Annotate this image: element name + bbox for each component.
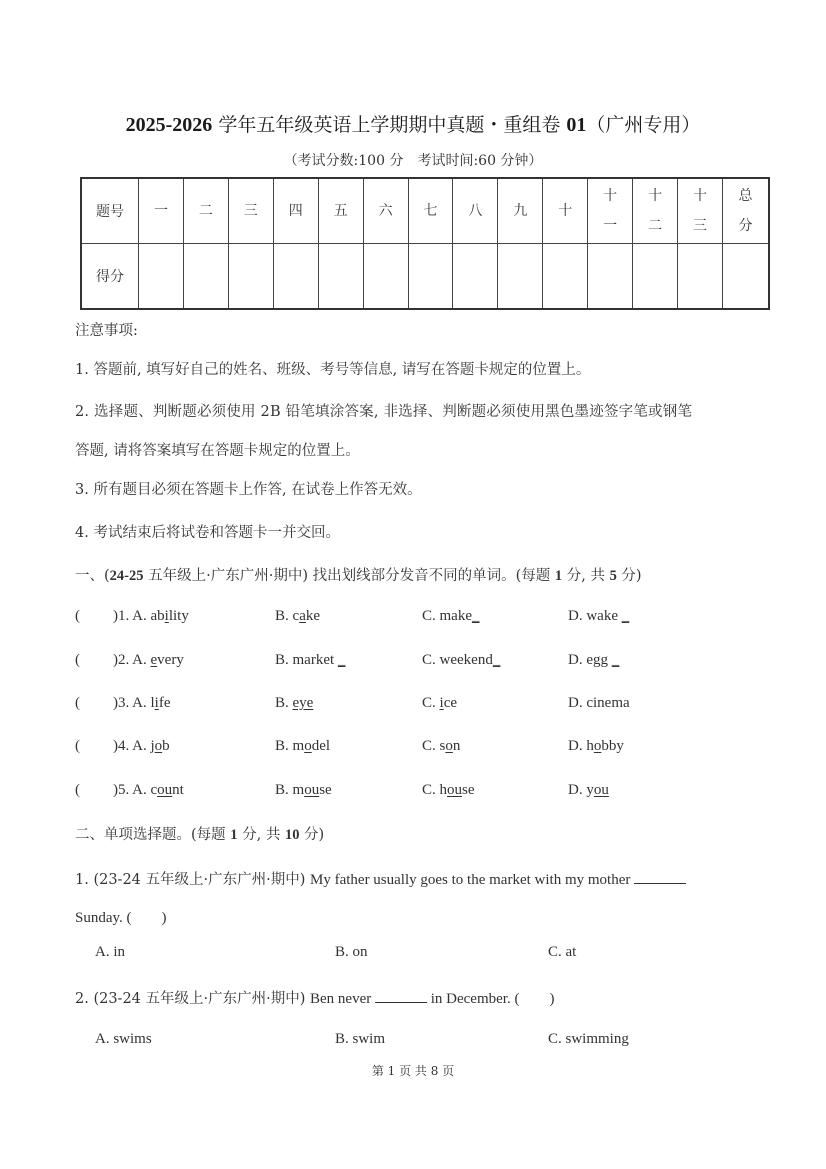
underlined-letters: o [154, 738, 163, 754]
score-entry-cell[interactable] [633, 244, 678, 310]
score-entry-cell[interactable] [722, 244, 769, 310]
question-number-cell [588, 178, 633, 244]
score-entry-cell[interactable] [139, 244, 184, 310]
note-item: 2. 选择题、判断题必须使用 2B 铅笔填涂答案, 非选择、判断题必须使用黑色墨迹签字笔或钢笔 [75, 404, 693, 420]
question-number-text: 十 [558, 203, 573, 219]
underlined-letters: i [154, 695, 159, 711]
question-number-cell [453, 178, 498, 244]
question-number-cell [408, 178, 453, 244]
question-number-cell [543, 178, 588, 244]
question-number-text: 十 [693, 188, 708, 204]
underlined-letters: _ [492, 652, 501, 668]
phonics-question [75, 695, 775, 715]
score-entry-cell[interactable] [588, 244, 633, 310]
option-c: C. weekend_ [422, 652, 501, 668]
option-d: D. wake _ [568, 608, 630, 624]
mc-option: C. swimming [548, 1031, 629, 1047]
score-entry-cell[interactable] [498, 244, 543, 310]
mc-question-1-line2: Sunday. ( ) [75, 910, 167, 926]
notes-heading: 注意事项: [75, 323, 138, 339]
mc-option: B. swim [335, 1031, 386, 1047]
option-d: D. egg _ [568, 652, 620, 668]
underlined-letters: o [304, 738, 312, 754]
question-number-cell [318, 178, 363, 244]
score-table-header-row [81, 178, 769, 244]
mc-option: A. in [95, 944, 125, 960]
underlined-letters: i [439, 695, 444, 711]
question-number-cell [633, 178, 678, 244]
title-number: 01 [566, 114, 587, 136]
option-a: )3. A. life [113, 695, 171, 711]
underlined-letters: _ [611, 652, 620, 668]
option-a: )1. A. ability [113, 608, 189, 624]
question-number-text: 二 [648, 218, 663, 234]
option-d: D. hobby [568, 738, 624, 754]
question-number-text: 分 [738, 218, 753, 234]
score-entry-cell[interactable] [453, 244, 498, 310]
option-b: B. mouse [275, 782, 332, 798]
score-table [80, 177, 770, 310]
question-number-text: 五 [333, 203, 348, 219]
question-number-text: 总 [738, 188, 753, 204]
question-number-text: 四 [288, 203, 303, 219]
question-number-text: 十 [648, 188, 663, 204]
underlined-letters: o [445, 738, 453, 754]
phonics-question [75, 738, 775, 758]
question-number-cell [363, 178, 408, 244]
underlined-letters: o [593, 738, 602, 754]
score-entry-cell[interactable] [408, 244, 453, 310]
score-entry-cell[interactable] [543, 244, 588, 310]
section2-heading: 二、单项选择题。(每题 1 分, 共 10 分) [75, 827, 325, 843]
underlined-letters: ou [157, 782, 173, 798]
mc-question-1: 1. (23-24 五年级上·广东广州·期中) My father usually goes to the market with my mother [75, 868, 686, 889]
underlined-letters: _ [337, 652, 346, 668]
note-item: 答题, 请将答案填写在答题卡规定的位置上。 [75, 443, 360, 459]
score-label: 得分 [81, 244, 139, 310]
question-number-text: 九 [513, 203, 528, 219]
question-number-cell [183, 178, 228, 244]
option-b: B. eye [275, 695, 314, 711]
section1-heading: 一、(24-25 五年级上·广东广州·期中) 找出划线部分发音不同的单词。(每题 1 分, 共 5 分) [75, 568, 642, 584]
underlined-letters: a [299, 608, 306, 624]
answer-bracket[interactable]: ( [75, 608, 80, 624]
question-number-text: 八 [468, 203, 483, 219]
question-number-cell [273, 178, 318, 244]
option-a: )4. A. job [113, 738, 170, 754]
question-number-cell [678, 178, 723, 244]
exam-subtitle: （考试分数:100 分 考试时间:60 分钟） [283, 153, 543, 169]
question-number-text: 十 [603, 188, 618, 204]
title-main: 学年五年级英语上学期期中真题・重组卷 [218, 114, 561, 136]
question-number-cell [139, 178, 184, 244]
option-c: C. make_ [422, 608, 480, 624]
note-item: 4. 考试结束后将试卷和答题卡一并交回。 [75, 525, 340, 541]
question-number-cell [498, 178, 543, 244]
answer-bracket[interactable]: ( [75, 738, 80, 754]
question-number-cell [722, 178, 769, 244]
title-region: （广州专用） [586, 114, 701, 136]
option-d: D. you [568, 782, 609, 798]
option-b: B. market _ [275, 652, 346, 668]
mc-option: B. on [335, 944, 368, 960]
exam-title [0, 110, 826, 137]
option-b: B. model [275, 738, 331, 754]
score-entry-cell[interactable] [273, 244, 318, 310]
option-c: C. house [422, 782, 475, 798]
answer-bracket[interactable]: ( [75, 782, 80, 798]
mc-option: C. at [548, 944, 577, 960]
underlined-letters: e [150, 652, 158, 668]
option-c: C. ice [422, 695, 458, 711]
option-a: )2. A. every [113, 652, 184, 668]
answer-blank [375, 990, 427, 1003]
phonics-question [75, 652, 775, 672]
page-footer: 第 1 页 共 8 页 [371, 1064, 455, 1078]
question-number-text: 一 [603, 218, 618, 234]
question-number-text: 一 [153, 203, 168, 219]
score-entry-cell[interactable] [183, 244, 228, 310]
underlined-letters: _ [621, 608, 630, 624]
option-c: C. son [422, 738, 461, 754]
underlined-letters: ou [447, 782, 463, 798]
answer-bracket[interactable]: ( [75, 695, 80, 711]
question-number-text: 二 [198, 203, 213, 219]
option-d: D. cinema [568, 695, 630, 711]
underlined-letters: i [164, 608, 169, 624]
question-number-text: 三 [693, 218, 708, 234]
question-number-cell [228, 178, 273, 244]
option-b: B. cake [275, 608, 321, 624]
underlined-letters: eye [292, 695, 314, 711]
mc-option: A. swims [95, 1031, 152, 1047]
score-entry-cell[interactable] [363, 244, 408, 310]
question-number-text: 三 [243, 203, 258, 219]
score-entry-cell[interactable] [228, 244, 273, 310]
question-number-text: 七 [423, 203, 438, 219]
answer-blank [634, 871, 686, 884]
score-entry-cell[interactable] [318, 244, 363, 310]
mc-question-2: 2. (23-24 五年级上·广东广州·期中) Ben never in December. ( ) [75, 991, 555, 1007]
underlined-letters: ou [304, 782, 320, 798]
underlined-letters: _ [472, 608, 480, 624]
option-a: )5. A. count [113, 782, 184, 798]
phonics-question [75, 608, 775, 628]
underlined-letters: ou [593, 782, 609, 798]
answer-bracket[interactable]: ( [75, 652, 80, 668]
note-item: 1. 答题前, 填写好自己的姓名、班级、考号等信息, 请写在答题卡规定的位置上。 [75, 362, 591, 378]
score-entry-cell[interactable] [678, 244, 723, 310]
phonics-question [75, 782, 775, 802]
question-number-label: 题号 [81, 178, 139, 244]
note-item: 3. 所有题目必须在答题卡上作答, 在试卷上作答无效。 [75, 482, 422, 498]
title-year: 2025-2026 [125, 114, 213, 136]
question-number-text: 六 [378, 203, 393, 219]
score-table-score-row [81, 244, 769, 310]
